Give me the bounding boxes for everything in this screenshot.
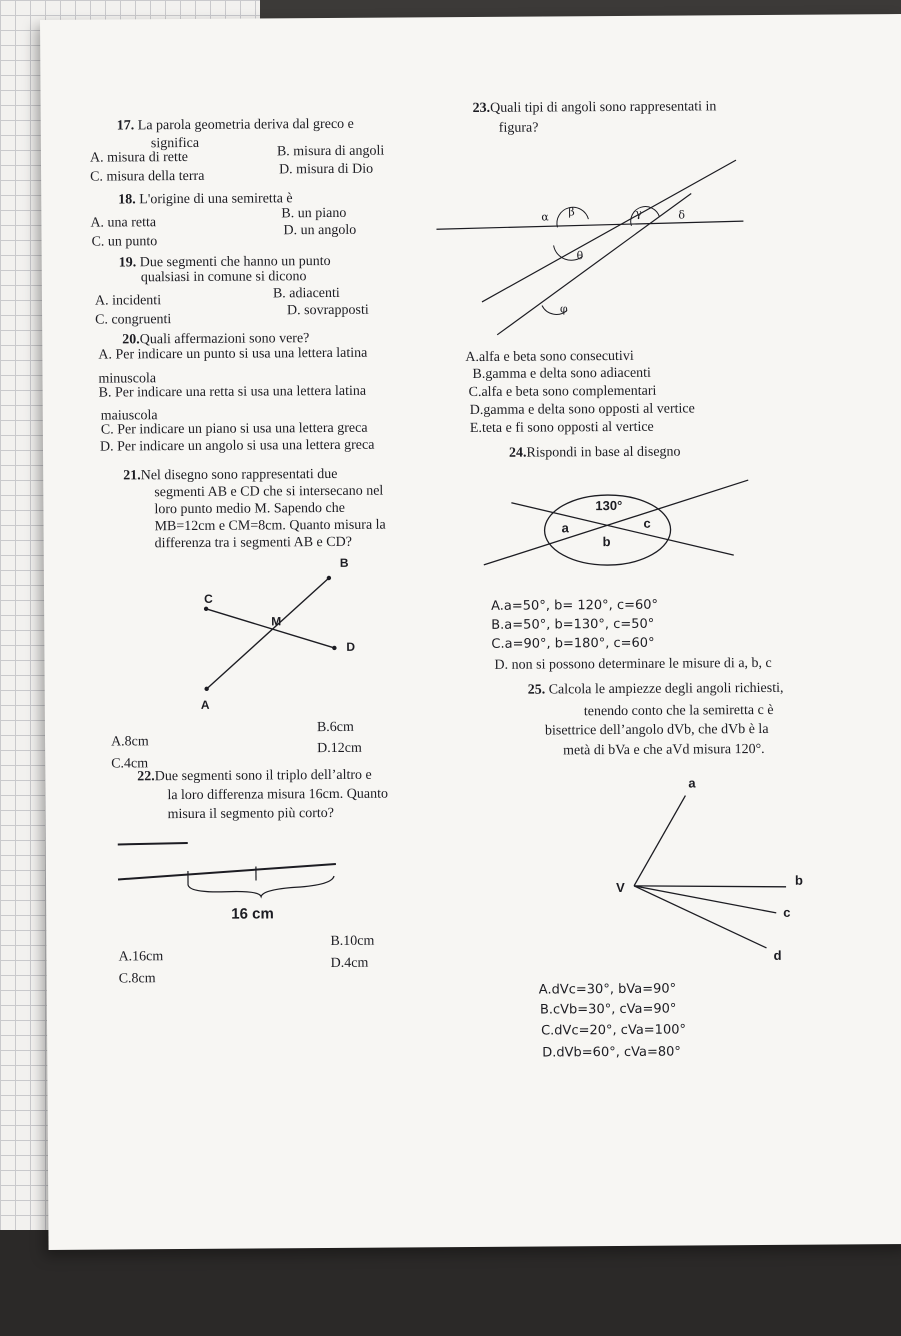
transversal-2	[496, 193, 692, 334]
label-m: M	[271, 614, 282, 629]
q25-option-d: D.dVb=60°, cVa=80°	[542, 1044, 681, 1061]
q22-line3: misura il segmento più corto?	[167, 805, 335, 823]
angle-theta: θ	[576, 249, 584, 263]
long-segment	[118, 864, 336, 880]
label-d: D	[346, 639, 356, 654]
point-c	[204, 607, 208, 611]
q21-line4: MB=12cm e CM=8cm. Quanto misura la	[154, 517, 386, 535]
q24-option-b: B.a=50°, b=130°, c=50°	[491, 616, 655, 633]
q23-option-e: E.teta e fi sono opposti al vertice	[469, 419, 654, 437]
label-c: C	[203, 591, 213, 606]
q21-option-d: D.12cm	[317, 740, 362, 757]
q21-line1: 21.Nel disegno sono rappresentati due	[123, 466, 338, 484]
horizontal-line	[436, 221, 743, 229]
label-b: B	[339, 555, 349, 570]
q25-option-c: C.dVc=20°, cVa=100°	[541, 1022, 687, 1039]
angle-alpha: α	[541, 210, 549, 224]
q18-question: 18. L'origine di una semiretta è	[118, 191, 293, 208]
q21-option-a: A.8cm	[110, 734, 149, 750]
point-b	[327, 576, 331, 580]
q21-option-b: B.6cm	[316, 719, 354, 736]
q19-option-c: C. congruenti	[95, 312, 172, 328]
q17-option-a: A. misura di rette	[89, 149, 189, 166]
short-segment	[118, 843, 188, 844]
ray-c-label: c	[783, 904, 791, 920]
vertex-v-label: V	[616, 879, 625, 895]
line-1	[483, 480, 749, 565]
q20-option-a-cont: minuscola	[98, 371, 157, 387]
angle-gamma: γ	[635, 206, 642, 220]
q17-option-d: D. misura di Dio	[278, 161, 374, 178]
ray-d	[634, 885, 766, 949]
ray-a	[633, 796, 686, 886]
point-a	[204, 687, 208, 691]
q25-rays-figure	[40, 20, 50, 30]
q18-option-a: A. una retta	[90, 215, 157, 231]
angle-a-label: a	[561, 520, 569, 536]
ray-b-label: b	[794, 872, 804, 888]
q19-option-a: A. incidenti	[94, 293, 162, 309]
q25-line1: 25. Calcola le ampiezze degli angoli richiesti,	[527, 680, 784, 698]
point-d	[332, 646, 336, 650]
ray-c	[634, 885, 776, 914]
q20-option-b-cont: maiuscola	[100, 408, 158, 424]
q25-line2: tenendo conto che la semiretta c è	[583, 702, 774, 720]
q19-option-b: B. adiacenti	[272, 285, 340, 302]
q22-option-a: A.16cm	[118, 949, 164, 965]
q25-line4: metà di bVa e che aVd misura 120°.	[563, 741, 765, 759]
label-a: A	[200, 697, 210, 712]
brace-label: 16 cm	[231, 905, 274, 923]
q22-line2: la loro differenza misura 16cm. Quanto	[167, 786, 389, 804]
angle-beta: β	[568, 205, 575, 219]
angle-delta: δ	[678, 208, 686, 222]
q18-option-b: B. un piano	[281, 205, 347, 222]
q20-option-d: D. Per indicare un angolo si usa una lettera greca	[99, 437, 375, 455]
q24-option-d: D. non si possono determinare le misure di a, b, c	[494, 655, 772, 673]
q23-option-b: B.gamma e delta sono adiacenti	[472, 365, 651, 382]
q19-line2: qualsiasi in comune si dicono	[140, 269, 307, 286]
brace	[188, 876, 334, 897]
q21-line2: segmenti AB e CD che si intersecano nel	[154, 483, 384, 501]
q20-option-a: A. Per indicare un punto si usa una lettera latina	[98, 345, 368, 363]
q24-option-a: A.a=50°, b= 120°, c=60°	[491, 597, 659, 614]
q21-option-c: C.4cm	[111, 756, 149, 772]
q25-option-a: A.dVc=30°, bVa=90°	[538, 981, 677, 998]
q23-line1: 23.Quali tipi di angoli sono rappresentati in	[472, 99, 717, 116]
worksheet-page	[40, 14, 901, 1250]
ray-d-label: d	[773, 947, 782, 963]
angle-b-label: b	[602, 534, 611, 550]
q23-option-d: D.gamma e delta sono opposti al vertice	[469, 401, 695, 419]
q17-line2: significa	[150, 135, 200, 152]
q20-question: 20.Quali affermazioni sono vere?	[122, 331, 310, 348]
q24-option-c: C.a=90°, b=180°, c=60°	[491, 635, 655, 652]
angle-130-label: 130°	[595, 497, 623, 514]
q23-option-a: A.alfa e beta sono consecutivi	[465, 348, 634, 366]
q17-line1: 17. La parola geometria deriva dal greco e	[116, 116, 354, 134]
q21-line3: loro punto medio M. Sapendo che	[154, 500, 346, 518]
segment-ab	[203, 578, 330, 689]
q25-line3: bisettrice dell’angolo dVb, che dVb è la	[544, 721, 769, 739]
q17-option-b: B. misura di angoli	[276, 143, 385, 160]
q19-line1: 19. Due segmenti che hanno un punto	[118, 253, 331, 271]
q20-option-c: C. Per indicare un piano si usa una lettera greca	[100, 420, 368, 438]
q24-question: 24.Rispondi in base al disegno	[508, 444, 681, 461]
q18-option-c: C. un punto	[91, 234, 158, 250]
q22-option-c: C.8cm	[118, 971, 156, 987]
q23-line2: figura?	[498, 120, 539, 136]
q23-option-c: C.alfa e beta sono complementari	[468, 383, 657, 401]
q20-option-b: B. Per indicare una retta si usa una lettera latina	[98, 383, 367, 401]
ray-b	[634, 885, 786, 888]
angle-phi: φ	[559, 302, 568, 316]
q22-option-d: D.4cm	[330, 955, 369, 971]
ray-a-label: a	[688, 775, 696, 791]
angle-c-label: c	[643, 515, 651, 531]
q19-option-d: D. sovrapposti	[286, 302, 369, 319]
q22-option-b: B.10cm	[330, 933, 375, 949]
q25-option-b: B.cVb=30°, cVa=90°	[539, 1001, 677, 1018]
q21-line5: differenza tra i segmenti AB e CD?	[154, 534, 352, 552]
q18-option-d: D. un angolo	[283, 222, 357, 239]
transversal-1	[481, 160, 737, 302]
q17-option-c: C. misura della terra	[90, 168, 205, 185]
q22-line1: 22.Due segmenti sono il triplo dell’altro e	[137, 767, 372, 785]
